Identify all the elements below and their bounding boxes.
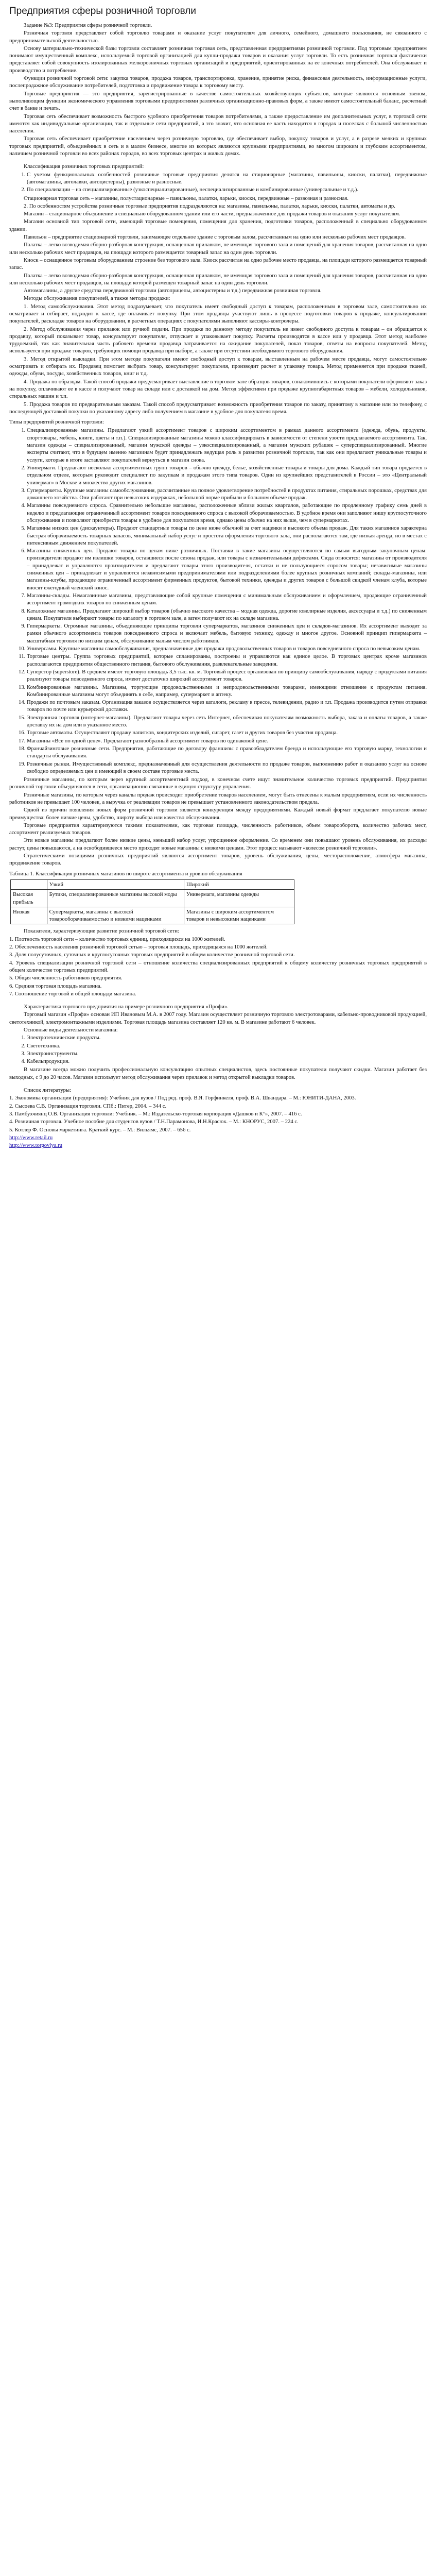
list-item: 16. Торговые автоматы. Осуществляют продажу напитков, кондитерских изделий, сигарет, газет и других товаров без участия продавца. (27, 729, 427, 736)
table-cell: Магазины с широким ассортиментом товаров и невысокими наценками (184, 907, 294, 924)
source-link[interactable]: http://www.torgovlya.ru (9, 1142, 63, 1149)
paragraph: Методы обслуживания покупателей, а также методы продажи: (24, 295, 170, 302)
list-item: 6. Магазины сниженных цен. Продают товары по ценам ниже розничных. Поставки в такие магазины осуществляются по самым выгодным закупочным ценам: производители продают им излишки товаров, оставшиеся после сезона продаж, или товары с незначительными дефектами. Сюда относятся: магазины от производителя – принадлежат и управляются производителем и предлагают товары этого производителя, остатки и не пользующиеся спросом товары; независимые магазины сниженных цен – принадлежат и управляются независимыми предпринимателями или подразделениями более крупных розничных компаний; склады-магазины, или магазины-клубы, продающие ограниченный ассортимент фирменных продуктов, бытовой техники, одежды и других товаров с большой скидкой членам клуба, которые вносят ежегодный членский взнос. (27, 547, 427, 591)
paragraph: Магазин основной тип торговой сети, имеющий торговые помещения, помещения для хранения, подготовки товаров, расположенный в специально оборудованном здании. (9, 218, 427, 232)
list-item: 5. Магазины низких цен (дискаунтеры). Продают стандартные товары по цене ниже обычной за счет наценки и высокого объема продаж. Для таких магазинов характерна быстрая оборачиваемость товарных запасов, минимальный набор услуг и простота оформления торгового зала, они располагаются там, где низкая аренда, но в местах с интенсивным движением покупателей. (27, 524, 427, 547)
paragraph: Магазин – стационарное объединение в специально оборудованном здании или его части, предназначенное для продажи товаров и оказания услуг покупателям. (24, 211, 400, 217)
paragraph: 3. Метод открытой выкладки. При этом методе покупатели имеют свободный доступ к товарам, выставленным на рабочем месте продавца, могут самостоятельно осматривать и отбирать их. Продавец помогает выбрать товар, консультирует покупателя, производит расчет и упаковку товара. Метод применяется при продаже тканей, одежды, обуви, посуды, хозяйственных товаров, книг и т.д. (9, 355, 427, 377)
table-corner-cell (11, 879, 47, 889)
paragraph: Палатка – легко возводимая сборно-разборная конструкция, оснащенная прилавком, не имеющая торгового зала и помещений для хранения товаров, рассчитанная на одно или несколько рабочих мест продавцов, на площади которой размещен товарный запас на один день торговли. (9, 272, 427, 286)
after-types-section (9, 776, 427, 867)
characteristic-heading: Характеристика торгового предприятия на примере розничного предприятия «Профи». (24, 1004, 229, 1010)
intro-paragraph: Функции розничной торговой сети: закупка товаров, продажа товаров, транспортировка, хранение, принятие риска, финансовая деятельность, информационные услуги, послепродажное обслуживание потребителей, подготовка и продвижение товара к торговому месту. (9, 75, 427, 89)
list-item: 2. По специализации – на специализированные (узкоспециализированные), неспециализированные и комбинированные (универсальные и т.д.). (27, 186, 427, 193)
paragraph: Розничные магазины, по которым через крупный ассортиментный подход, в конечном счете ищут значительное количество торговых предприятий. Предприятия розничной торговли объединяются в сети, организационно связанные в единую структуру управления. (9, 776, 427, 790)
page-title: Предприятия сферы розничной торговли (9, 6, 196, 16)
list-item: 12. Суперстор (superstore). В среднем имеют торговую площадь 3,5 тыс. кв. м. Торговый процесс организован по принципу самообслуживания, наряду с продуктами питания реализуют товары повседневного спроса, имеют достаточно широкий ассортимент товаров. (27, 668, 427, 683)
list-item: 2. Универмаги. Предлагают несколько ассортиментных групп товаров – обычно одежду, белье, хозяйственные товары и товары для дома. Каждый тип товара продается в отдельном отделе, которым руководит специалист по закупкам и продажам этого типа товаров. Один из крупнейших представителей в России – это «Центральный универмаг» в Москве и множество других магазинов. (27, 464, 427, 486)
list-item: 10. Универсамы. Крупные магазины самообслуживания, предназначенные для продажи продовольственных товаров и товаров повседневного спроса по невысоким ценам. (27, 645, 427, 652)
source-item: 3. Памбухчиянц О.В. Организация торговли: Учебник. – М.: Издательско-торговая корпорация «Дашков и К°», 2007. – 416 с. (9, 1110, 302, 1117)
list-item: 7. Магазины-склады. Немагазинные магазины, представляющие собой крупные помещения с минимальным обслуживанием и оформлением, продающие ограниченный ассортимент громоздких товаров по сниженным ценам. (27, 592, 427, 607)
source-item: 4. Розничная торговля. Учебное пособие для студентов вузов / Т.Н.Парамонова, И.Н.Красюк. – М.: КНОРУС, 2007. – 224 с. (9, 1118, 299, 1125)
types-heading: Типы предприятий розничной торговли: (9, 419, 104, 426)
paragraph: В магазине всегда можно получить профессиональную консультацию опытных специалистов, здесь постоянные покупатели получают скидки. Магазин работает без выходных, с 9 до 20 часов. Магазин использует метод обслуживания через прилавок и метод открытой выкладки товаров. (9, 1066, 427, 1080)
list-item: 4. Уровень специализации розничной торговой сети – отношение количества специализированных предприятий к общему количеству розничных торговых предприятий в общем количестве торговых предприятий. (9, 959, 427, 973)
table-cell: Универмаги, магазины одежды (184, 890, 294, 907)
paragraph: 1. Метод самообслуживания. Этот метод подразумевает, что покупатель имеет свободный доступ к товарам, расположенным в торговом зале, самостоятельно их осматривает и отбирает, подходит к кассе, где оплачивает покупку. При этом продавцы участвуют лишь в процессе подготовки товаров к продаже, консультировании покупателей, раскладке товаров на оборудовании, в расчетных операциях с покупателями выполняют кассиры-контролеры. (9, 303, 427, 325)
intro-section (9, 29, 427, 157)
paragraph: Основные виды деятельности магазина: (24, 1027, 118, 1033)
table-header-cell: Широкий (184, 879, 294, 889)
types-list (9, 427, 427, 775)
list-item: 1. Электротехнические продукты. (27, 1034, 427, 1041)
table-row (11, 907, 294, 924)
list-item: 7. Соотношение торговой и общей площади магазина. (9, 990, 136, 997)
list-item: 4. Кабельпродукция. (27, 1058, 427, 1065)
sources-heading: Список литературы: (24, 1087, 72, 1094)
list-item: 3. Доля полусуточных, суточных и круглосуточных торговых предприятий в общем количестве розничной торговой сети. (9, 952, 295, 958)
list-item: 18. Франчайзинговые розничные сети. Предприятия, работающие по договору франшизы с правообладателем бренда и использующие его торговую марку, технологии и стандарты обслуживания. (27, 745, 427, 760)
intro-paragraph: Основу материально-технической базы торговли составляет розничная торговая сеть, представленная предприятиями розничной торговли. Под торговым предприятием понимают имущественный комплекс, используемый торговой организацией для купли-продажи товаров и оказания услуг торговли. То есть розничная торговля фактически представляет собой совокупность изолированных мелкорозничных торговых организаций и предприятий, ориентированных на ее конечных потребителей. Она обслуживает и производство и потребление. (9, 45, 427, 74)
document (0, 0, 436, 1165)
list-item: 3. Электроинструменты. (27, 1050, 427, 1057)
paragraph: Торговый магазин «Профи» основан ИП Ивановым М.А. в 2007 году. Магазин осуществляет розничную торговлю электротоварами, кабельно-проводниковой продукцией, светотехникой, электромонтажными изделиями. Торговая площадь магазина составляет 120 кв. м. В магазине работают 6 человек. (9, 1011, 427, 1025)
task-heading: Задание №3: Предприятия сферы розничной торговли. (24, 22, 152, 28)
list-item: 19. Розничные рынки. Имущественный комплекс, предназначенный для осуществления деятельности по продаже товаров, выполнению работ и оказанию услуг на основе свободно определяемых цен и имеющий в своем составе торговые места. (27, 760, 427, 775)
paragraph: Палатка – легко возводимая сборно-разборная конструкция, оснащенная прилавком, не имеющая торгового зала и помещений для хранения товаров, рассчитанная на одно или несколько рабочих мест продавцов, на площади которого размещается товарный запас на один день торговли. (9, 242, 427, 256)
intro-paragraph: Торговые предприятия — это предприятия, зарегистрированные в качестве самостоятельных хозяйствующих субъектов, которые являются основным звеном, выполняющим функции экономического управления торговыми предприятиями различных организационно-правовых форм, а также имеют самостоятельный баланс, расчетный счет в банке и печать. (9, 90, 427, 112)
list-item: 13. Комбинированные магазины. Магазины, торгующие продовольственными и непродовольственными товарами, имеющими отношение к продуктам питания. Комбинированные магазины могут объединять в себе, например, супермаркет и аптеку. (27, 684, 427, 699)
list-item: 15. Электронная торговля (интернет-магазины). Предлагают товары через сеть Интернет, обеспечивая покупателям возможность выбора, заказа и оплаты товаров, а также доставку их на дом или в указанное место. (27, 714, 427, 729)
list-item: 5. Общая численность работников предприятия. (9, 975, 123, 981)
list-item: 9. Гипермаркеты. Огромные магазины, объединяющие принципы торговли супермаркетов, магазинов сниженных цен и складов-магазинов. Их ассортимент выходит за рамки обычного ассортимента товаров повседневного спроса и включает мебель, бытовую технику, одежду и многое другое. Основной принцип гипермаркета – масштабная торговля по низким ценам, обслуживание малым числом работников. (27, 622, 427, 645)
classification-section (9, 195, 427, 416)
intro-paragraph: Торговая сеть обеспечивает приобретение населением через розничную торговлю, где обеспечивает выбор, покупку товаров и услуг, а в разрезе мелких и крупных торговых предприятий, объединённых в сеть и в малом бизнесе, многие из которых являются крупными предприятиями, во многом широким и глубоким ассортиментом, наличием розничной торговли во всех районах городов, во всех торговых центрах и жилых домах. (9, 135, 427, 157)
list-item: 2. Обеспеченность населения розничной торговой сетью – торговая площадь, приходящаяся на 1000 жителей. (9, 944, 268, 951)
paragraph: Одной из причин появления новых форм розничной торговли является конкуренция между предприятиями. Каждый новый формат предлагает покупателю новые преимущества: более низкие цены, удобство, широту выбора или качество обслуживания. (9, 807, 427, 821)
list-item: 1. Плотность торговой сети – количество торговых единиц, приходящихся на 1000 жителей. (9, 936, 225, 942)
indicators-heading: Показатели, характеризующие развитие розничной торговой сети: (24, 928, 180, 935)
list-item: 1. С учетом функциональных особенностей розничные торговые предприятия делятся на стационарные (магазины, павильоны, киоски, палатки), передвижные (автомагазины, автолавки, автоцистерны), развозные и разносные. (27, 171, 427, 186)
list-item: 1. Специализированные магазины. Предлагают узкий ассортимент товаров с широким ассортиментом в рамках данного ассортимента (одежда, обувь, продукты, спорттовары, мебель, книги, цветы и т.п.). Специализированные магазины можно классифицировать в зависимости от степени узости предлагаемого ассортимента. Так, магазин одежды – специализированный, магазин мужской одежды – узкоспециализированный, а магазин мужских рубашек – суперспециализированный. Многие эксперты считают, что в будущем именно магазинам будет принадлежать ведущая роль в развитии розничной торговли, так как они предлагают уникальные товары и услуги, которые в итоге заставляют покупателей вернуться в магазин снова. (27, 427, 427, 463)
links-list (9, 1134, 427, 1149)
classification-list (9, 171, 427, 194)
source-item: 1. Экономика организации (предприятия): Учебник для вузов / Под ред. проф. В.Я. Горфинкеля, проф. В.А. Швандара. – М.: ЮНИТИ-ДАНА, 2003. (9, 1095, 356, 1101)
indicators-list (9, 936, 427, 997)
table-caption: Таблица 1. Классификация розничных магазинов по широте ассортимента и уровню обслуживания (9, 870, 242, 877)
source-item: 2. Сысоева С.В. Организация торговли. СПб.: Питер, 2004. – 344 с. (9, 1103, 167, 1109)
profi-list (9, 1034, 427, 1065)
source-link[interactable]: http://www.retail.ru (9, 1134, 53, 1141)
list-item: 6. Средняя торговая площадь магазина. (9, 982, 102, 989)
table-row-label: Низкая (11, 907, 47, 924)
sources-list (9, 1094, 427, 1133)
paragraph: Эти новые магазины предлагают более низкие цены, меньший набор услуг, упрощенное оформление. Со временем они повышают уровень обслуживания, их расходы растут, цены повышаются, а на освободившееся место приходят новые магазины с низкими ценами. Этот процесс называют «колесом розничной торговли». (9, 837, 427, 851)
classification-heading: Классификация розничных торговых предприятий: (24, 163, 144, 170)
table-header-cell: Узкий (47, 879, 184, 889)
list-item: 4. Магазины повседневного спроса. Сравнительно небольшие магазины, расположенные вблизи жилых кварталов, работающие по продленному графику семь дней в неделю и предлагающие ограниченный ассортимент товаров повседневного спроса с высокой оборачиваемостью. В удобное время они заполняют нишу круглосуточного обслуживания и позволяют приобрести товары в удобное для покупателя время, однако цены обычно на них выше, чем в супермаркетах. (27, 502, 427, 524)
list-item: 3. Супермаркеты. Крупные магазины самообслуживания, рассчитанные на полное удовлетворение потребностей в продуктах питания, стиральных порошках, средствах для домашнего хозяйства. Они работают при невысоких издержках, небольшой норме прибыли и большом объеме продаж. (27, 487, 427, 502)
table-cell: Супермаркеты, магазины с высокой товарооборачиваемостью и низкими наценками (47, 907, 184, 924)
table-row-label: Высокая прибыль (11, 890, 47, 907)
comparison-table (10, 879, 294, 924)
list-item: 2. Светотехника. (27, 1042, 427, 1049)
intro-paragraph: Торговая сеть обеспечивает возможность быстрого удобного приобретения товаров потребителями, а также предоставление им дополнительных услуг, в торговой сети имеются как индивидуальные организации, так и отдельные сети предприятий, а это значит, что основная ее часть находится в городах и поселках с большой численностью населения. (9, 113, 427, 134)
paragraph: Автомагазины, а другие средства передвижной торговли (автоприцепы, автоцистерны и т.д.) передвижная розничная торговля. (24, 287, 322, 294)
paragraph: 2. По особенностям устройства розничные торговые предприятия подразделяются на: магазины, павильоны, палатки, ларьки, киоски, палатки, автоматы и др. (24, 202, 395, 209)
list-item: 8. Каталожные магазины. Предлагают широкий выбор товаров (обычно высокого качества – модная одежда, дорогие ювелирные изделия, аксессуары и т.д.) по сниженным ценам. Покупатели выбирают товары по каталогу в торговом зале, а затем получают их на складе магазина. (27, 607, 427, 622)
paragraph: Павильон – предприятие стационарной торговли, занимающее отдельное здание с торговым залом, рассчитанным на одно или несколько рабочих мест продавцов. (24, 234, 406, 241)
paragraph: 4. Продажа по образцам. Такой способ продажи предусматривает выставление в торговом зале образцов товаров, ознакомившись с которыми покупатели оформляют заказ на покупку, оплачивают ее в кассе и получают товар на складе или с доставкой на дом. Метод эффективен при продаже крупногабаритных товаров – мебели, холодильников, стиральных машин и т.п. (9, 378, 427, 400)
table-cell: Бутики, специализированные магазины высокой моды (47, 890, 184, 907)
list-item: 17. Магазины «Все по одной цене». Предлагают разнообразный ассортимент товаров по одинаковой цене. (27, 737, 427, 744)
paragraph: Киоск – оснащенное торговым оборудованием строение без торгового зала. Киоск рассчитан на одно рабочее место продавца, на площади которого размещается товарный запас. (9, 257, 427, 271)
intro-paragraph: Розничная торговля представляет собой торговлю товарами и оказание услуг покупателям для личного, семейного, домашнего пользования, не связанного с предпринимательской деятельностью. (9, 30, 427, 44)
table-row (11, 890, 294, 907)
table-header-row (11, 879, 294, 889)
paragraph: Стационарная торговая сеть – магазины, полустационарные – павильоны, палатки, ларьки, киоски, передвижные – развозная и разносная. (24, 195, 348, 201)
source-item: 5. Котлер Ф. Основы маркетинга. Краткий курс. – М.: Вильямс, 2007. – 656 с. (9, 1126, 191, 1133)
paragraph: Торговые предприятия характеризуются такими показателями, как торговая площадь, численность работников, объем товарооборота, количество рабочих мест, ассортимент реализуемых товаров. (9, 822, 427, 836)
paragraph: Стратегическими позициями розничных предприятий являются ассортимент товаров, уровень обслуживания, цены, месторасположение, атмосфера магазина, продвижение товаров. (9, 853, 427, 867)
paragraph: Розничные магазины, по которым через каналы продаж происходит приобретение товаров населением, могут быть отнесены к малым предприятиям, если их численность работников не превышает 100 человек, а выручка от реализации товаров не превышает установленного законодательством предела. (9, 791, 427, 805)
list-item: 14. Продажи по почтовым заказам. Организация заказов осуществляется через каталоги, рекламу в прессе, телевидении, радио и т.п. Продажа производится путем отправки товаров по почте или курьерской доставки. (27, 699, 427, 714)
paragraph: 2. Метод обслуживания через прилавок или ручной подачи. При продаже по данному методу покупатель не имеет свободного доступа к товарам – он обращается к продавцу, который показывает товар, консультирует покупателя, отпускает и упаковывает покупку. Расчеты производятся в кассе или у продавца. Этот метод наиболее трудоемкий, так как значительная часть рабочего времени продавца затрачивается на ожидание покупателей, показ товаров, ответы на вопросы покупателей. Метод используется при продаже товаров, требующих помощи продавца при выборе, а также при отсутствии необходимого торгового оборудования. (9, 326, 427, 354)
paragraph: 5. Продажа товаров по предварительным заказам. Такой способ предусматривает возможность приобретения товаров по заказу, принятому в магазине или по телефону, с последующей доставкой покупки по указанному адресу либо получением в магазине в удобное для покупателя время. (9, 401, 427, 415)
list-item: 11. Торговые центры. Группа торговых предприятий, которые спланированы, построены и управляются как единое целое. В торговых центрах кроме магазинов располагаются предприятия общественного питания, бытового обслуживания, развлекательные заведения. (27, 653, 427, 668)
